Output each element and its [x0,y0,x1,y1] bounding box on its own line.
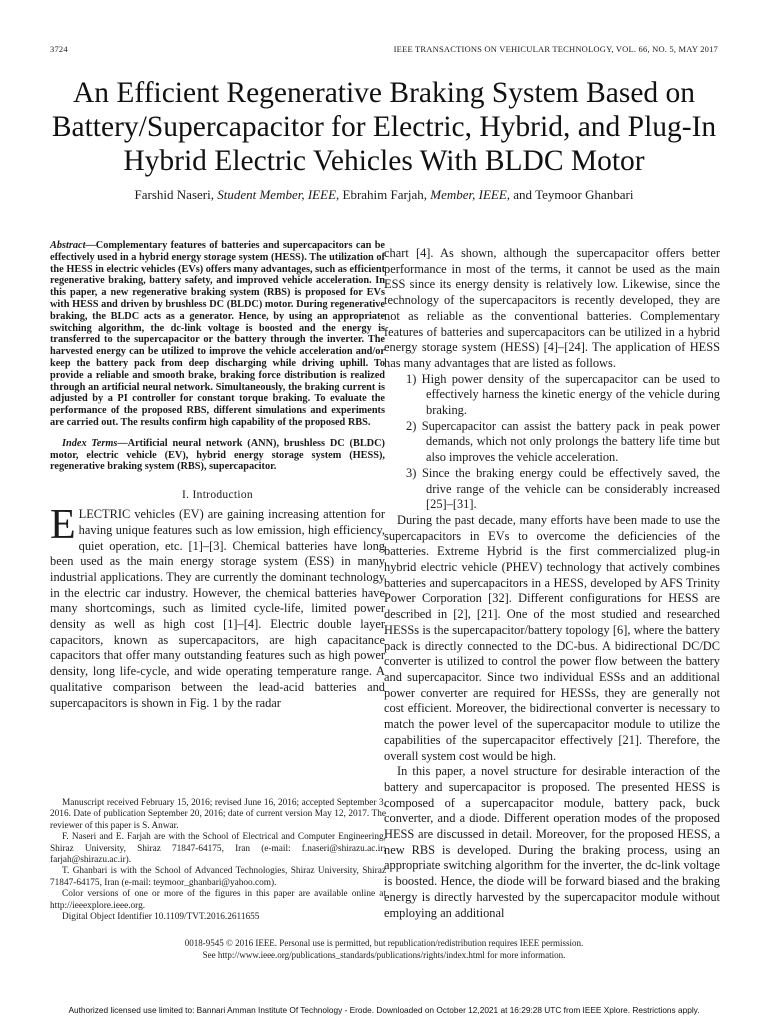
page-number: 3724 [50,44,68,54]
intro-text: LECTRIC vehicles (EV) are gaining increasing attention for having unique features such as low emission, high efficiency, quiet operation, etc. [1]–[3]. Chemical batteries have long been used as the main energy storage system (ESS) in many industrial applications. They are currently the dominant technology in the electric car industry. However, the chemical batteries have many shortcomings, such as limited cycle-life, limited power density as well as high cost [1]–[4]. Electric double layer capacitors, known as supercapacitors, are high capacitance capacitors that offer many outstanding features such as high power density, long life-cycle, and wide operating temperature range. A qualitative comparison between the lead-acid batteries and supercapacitors is shown in Fig. 1 by the radar [50,507,385,710]
copyright-notice [30,938,738,961]
intro-paragraph [50,502,385,711]
author-name: Ebrahim Farjah [342,187,424,202]
footnote-line: F. Naseri and E. Farjah are with the School of Electrical and Computer Engineering, Shiraz University, Shiraz 71847-64175, Iran (e-mail: f.naseri@shirazu.ac.ir; farjah@shirazu.ac.ir). [50,832,386,866]
index-terms [50,438,385,473]
author-conjunction: , and [506,187,536,202]
right-paragraph-3: In this paper, a novel structure for desirable interaction of the battery and supercapacitor is proposed. The presented HESS is composed of a supercapacitor module, battery pack, buck converter, and a diode. Different operation modes of the proposed HESS are discussed in detail. Moreover, for the proposed HESS, a new RBS is developed. During the braking process, using an appropriate switching algorithm for the inverter, the dc-link voltage is boosted. Hence, the diode will be forward biased and the braking energy is directly harvested by the supercapacitor module without employing an additional [384,764,720,920]
right-column [384,246,720,921]
author-name: Farshid Naseri [134,187,211,202]
footnote-line: Manuscript received February 15, 2016; revised June 16, 2016; accepted September 3, 2016. Date of publication September 20, 2016; date of current version May 12, 2017. The reviewer of this paper is S. Anwar. [50,798,386,831]
author-affiliation: Student Member, IEEE [217,187,337,202]
abstract-text: —Complementary features of batteries and supercapacitors can be effectively used in a hybrid energy storage system (HESS). The utilization of the HESS in electric vehicles (EVs) offers many advantages, such as efficient regenerative braking, battery safety, and improved vehicle acceleration. In this paper, a new regenerative braking system (RBS) is proposed for EVs with HESS and driven by brushless DC (BLDC) motor. During regenerative braking, the BLDC acts as a generator. Hence, by using an appropriate switching algorithm, the dc-link voltage is boosted and the energy is transferred to the supercapacitor or the battery through the inverter. The harvested energy can be utilized to improve the vehicle acceleration and/or keep the battery pack from deep discharging while driving uphill. To provide a reliable and smooth brake, braking force distribution is realized through an artificial neural network. Simultaneously, the braking current is adjusted by a PI controller for constant torque braking. To evaluate the performance of the proposed RBS, different simulations and experiments are carried out. The results confirm high capability of the proposed RBS. [50,240,385,428]
footnote [50,798,386,923]
author-affiliation: Member, IEEE [430,187,507,202]
footnote-line: T. Ghanbari is with the School of Advanced Technologies, Shiraz University, Shiraz 71847-64175, Iran (e-mail: teymoor_ghanbari@yahoo.com). [50,866,386,888]
journal-header: IEEE TRANSACTIONS ON VEHICULAR TECHNOLOGY, VOL. 66, NO. 5, MAY 2017 [393,44,718,54]
drop-cap: E [50,502,76,549]
right-paragraph-2: During the past decade, many efforts have been made to use the supercapacitors in EVs to overcome the deficiencies of the batteries. Extreme Hybrid is the first commercialized plug-in hybrid electric vehicle (PHEV) technology that actively combines batteries and supercapacitors in a HESS, developed by AFS Trinity Power Corporation [32]. Different configurations for HESS are described in [2], [21]. One of the most studied and researched HESSs is the supercapacitor/battery topology [6], where the battery pack is directly connected to the DC-bus. A bidirectional DC/DC converter is utilized to control the power flow between the battery and supercapacitor. Since two individual ESSs and an additional power converter are required for HESSs, they are generally not cost efficient. Moreover, the bidirectional converter is necessary to match the power level of the supercapacitor module to utilize the capabilities of the supercapacitor effectively [21]. Therefore, the overall system cost would be high. [384,512,720,763]
footnote-line: Digital Object Identifier 10.1109/TVT.2016.2611655 [62,912,260,923]
list-item: 2) Supercapacitor can assist the battery pack in peak power demands, which not only prolongs the battery life time but also improves the vehicle acceleration. [406,418,720,465]
author-name: Teymoor Ghanbari [535,187,634,202]
abstract [50,240,385,429]
index-terms-text: —Artificial neural network (ANN), brushless DC (BLDC) motor, electric vehicle (EV), hybrid energy storage system (HESS), regenerative braking system (RBS), supercapacitor. [50,437,385,473]
index-terms-label: Index Terms [62,437,118,449]
advantages-list [384,372,720,513]
paper-title: An Efficient Regenerative Braking System Based on Battery/Supercapacitor for Electric, Hybrid, and Plug-In Hybrid Electric Vehicles With BLDC Motor [51,77,717,177]
abstract-label: Abstract [50,240,86,251]
section-heading: I. Introduction [182,489,253,502]
list-item: 3) Since the braking energy could be effectively saved, the drive range of the vehicle can be considerably increased [25]–[31]. [406,465,720,512]
license-banner: Authorized licensed use limited to: Bannari Amman Institute Of Technology - Erode. Downloaded on October 12,2021 at 16:29:28 UTC from IEEE Xplore. Restrictions apply. [68,1005,700,1015]
copyright-line: See http://www.ieee.org/publications_standards/publications/rights/index.html for more information. [202,949,566,960]
left-column [50,240,385,711]
copyright-line: 0018-9545 © 2016 IEEE. Personal use is permitted, but republication/redistribution requires IEEE permission. [184,938,584,948]
right-paragraph-cont: chart [4]. As shown, although the supercapacitor offers better performance in most of the terms, it cannot be used as the main ESS since its energy density is relatively low. Likewise, since the technology of the supercapacitors is recently developed, they are not as reliable as the conventional batteries. Complementary features of batteries and supercapacitors can be utilized in a hybrid energy storage system (HESS) [4]–[24]. The application of HESS has many advantages that are listed as follows. [384,246,720,370]
list-item: 1) High power density of the supercapacitor can be used to effectively harness the kinetic energy of the vehicle during braking. [406,371,720,418]
author-line: Farshid Naseri, Student Member, IEEE, Ebrahim Farjah, Member, IEEE, and Teymoor Ghanbari [134,187,634,202]
footnote-line: Color versions of one or more of the figures in this paper are available online at http://ieeexplore.ieee.org. [50,889,386,911]
